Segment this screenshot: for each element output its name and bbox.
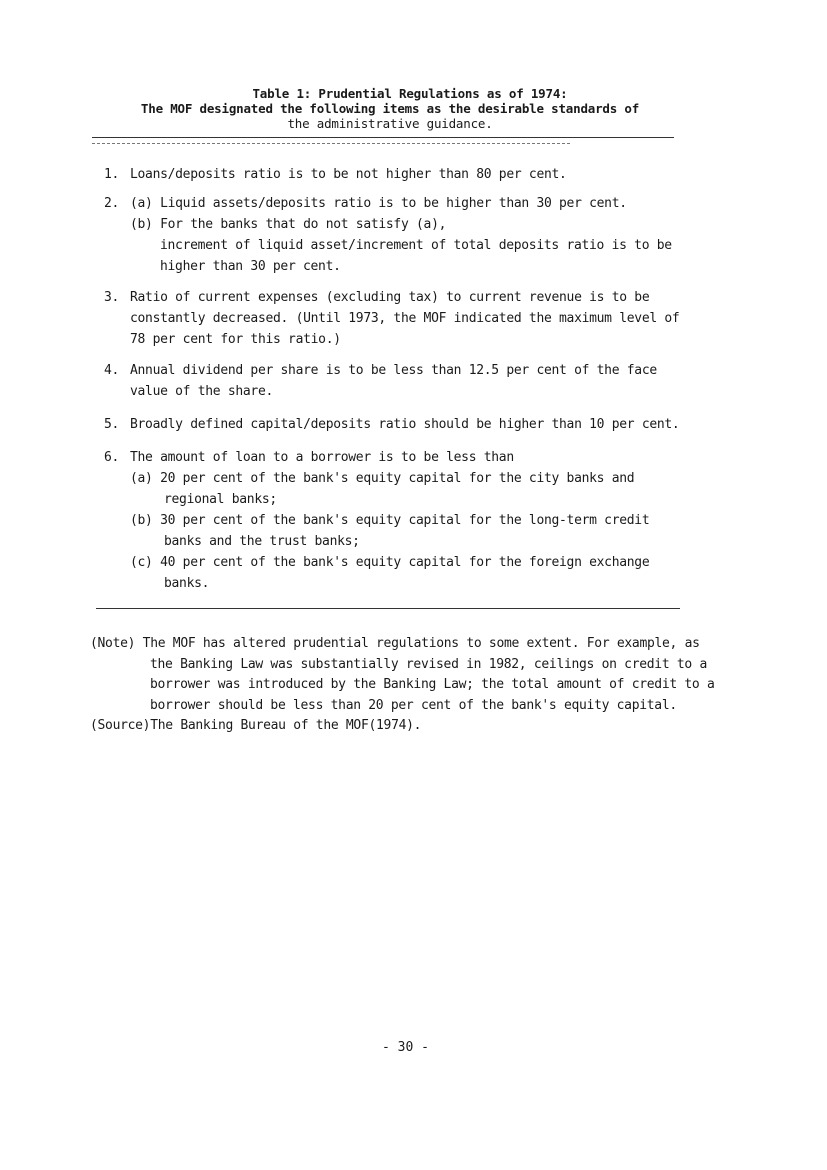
sub-item-b: (b) 30 per cent of the bank's equity capital for the long-term credit xyxy=(130,513,650,528)
note-text: the Banking Law was substantially revised in 1982, ceilings on credit to a xyxy=(150,656,707,672)
sub-item-b-cont: banks and the trust banks; xyxy=(164,534,360,549)
item-text: Ratio of current expenses (excluding tax) to current revenue is to be xyxy=(130,290,650,305)
item-text: increment of liquid asset/increment of total deposits ratio is to be xyxy=(160,238,672,253)
source-text: (Source)The Banking Bureau of the MOF(1974). xyxy=(90,718,422,733)
note-text: (Note) The MOF has altered prudential regulations to some extent. For example, as xyxy=(90,636,700,651)
top-rule xyxy=(92,137,674,138)
item-number: 5. xyxy=(104,417,120,432)
item-text: 78 per cent for this ratio.) xyxy=(130,332,341,347)
note-section xyxy=(90,634,730,737)
list-item-1 xyxy=(104,164,567,185)
item-text: (b) For the banks that do not satisfy (a), xyxy=(130,217,447,232)
title-line-3: the administrative guidance. xyxy=(287,116,493,131)
table-title xyxy=(100,86,680,131)
list-item-4 xyxy=(104,360,657,402)
sub-item-a-cont: regional banks; xyxy=(164,492,277,507)
sub-item-c-cont: banks. xyxy=(164,576,210,591)
item-number: 6. xyxy=(104,450,120,465)
item-text: higher than 30 per cent. xyxy=(160,259,341,274)
list-item-5 xyxy=(104,414,679,435)
item-text: constantly decreased. (Until 1973, the MOF indicated the maximum level of xyxy=(130,311,680,326)
title-line-2: The MOF designated the following items as the desirable standards of xyxy=(140,101,640,116)
item-number: 2. xyxy=(104,196,120,211)
bottom-rule xyxy=(96,608,680,609)
item-text: The amount of loan to a borrower is to be less than xyxy=(130,450,514,465)
item-number: 1. xyxy=(104,167,120,182)
list-item-2 xyxy=(104,193,672,277)
item-text: Annual dividend per share is to be less than 12.5 per cent of the face xyxy=(130,363,657,378)
item-text: Loans/deposits ratio is to be not higher than 80 per cent. xyxy=(130,167,567,182)
item-number: 3. xyxy=(104,290,120,305)
list-item-3 xyxy=(104,287,679,350)
note-text: borrower was introduced by the Banking Law; the total amount of credit to a xyxy=(150,677,715,692)
sub-item-c: (c) 40 per cent of the bank's equity capital for the foreign exchange xyxy=(130,555,650,570)
item-text: (a) Liquid assets/deposits ratio is to be higher than 30 per cent. xyxy=(130,196,627,211)
list-item-6 xyxy=(104,447,649,594)
top-rule-secondary xyxy=(92,143,570,144)
item-text: Broadly defined capital/deposits ratio should be higher than 10 per cent. xyxy=(130,417,680,432)
note-text: borrower should be less than 20 per cent of the bank's equity capital. xyxy=(150,697,677,713)
sub-item-a: (a) 20 per cent of the bank's equity capital for the city banks and xyxy=(130,471,635,486)
title-line-1: Table 1: Prudential Regulations as of 1974: xyxy=(252,86,568,101)
item-text: value of the share. xyxy=(130,384,274,399)
item-number: 4. xyxy=(104,363,120,378)
page-number: - 30 - xyxy=(382,1040,429,1055)
